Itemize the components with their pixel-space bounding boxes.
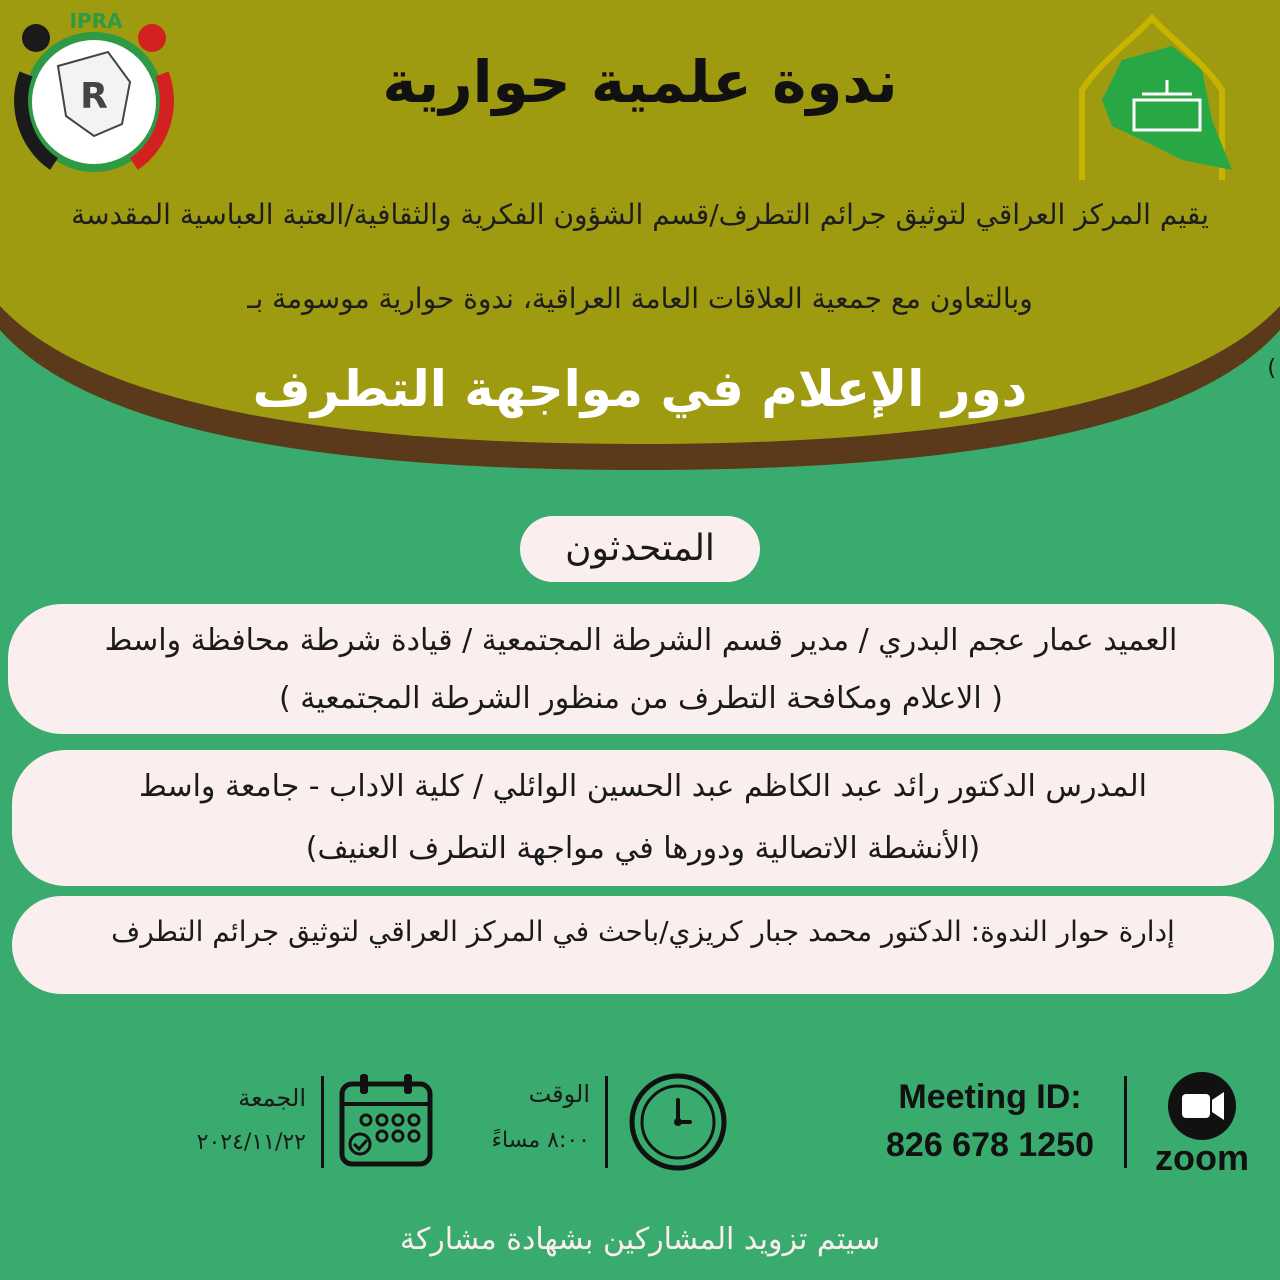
intro-line-1: يقيم المركز العراقي لتوثيق جرائم التطرف/قسم الشؤون الفكرية والثقافية/العتبة العباسية المقدسة — [71, 198, 1209, 231]
speaker-1-talk: ( الاعلام ومكافحة التطرف من منظور الشرطة المجتمعية ) — [279, 681, 1003, 716]
time-label: الوقت — [528, 1080, 590, 1108]
intro-line-2: وبالتعاون مع جمعية العلاقات العامة العراقية، ندوة حوارية موسومة بـ — [247, 282, 1033, 315]
day-label: الجمعة — [238, 1084, 306, 1112]
moderator-card — [12, 896, 1274, 994]
date-value: ٢٠٢٤/١١/٢٢ — [196, 1130, 306, 1155]
zoom-label: zoom — [1155, 1137, 1249, 1178]
edge-mark: ) — [1267, 356, 1276, 381]
ipra-logo-letter: R — [80, 76, 108, 117]
ipra-logo-text: IPRA — [69, 9, 123, 33]
meeting-id-value: 826 678 1250 — [886, 1126, 1094, 1164]
moderator-text: إدارة حوار الندوة: الدكتور محمد جبار كريزي/باحث في المركز العراقي لتوثيق جرائم التطرف — [111, 915, 1175, 948]
meeting-id-label: Meeting ID: — [898, 1078, 1082, 1116]
speaker-card-1 — [8, 604, 1274, 734]
divider — [605, 1076, 608, 1168]
calendar-icon — [334, 1070, 438, 1170]
speaker-2-talk: (الأنشطة الاتصالية ودورها في مواجهة التطرف العنيف) — [305, 831, 981, 866]
divider — [1124, 1076, 1127, 1168]
speaker-1-name: العميد عمار عجم البدري / مدير قسم الشرطة المجتمعية / قيادة شرطة محافظة واسط — [104, 623, 1178, 658]
zoom-camera-icon — [1144, 1070, 1264, 1180]
page-title: ندوة علمية حوارية — [382, 48, 898, 116]
time-value: ٨:٠٠ مساءً — [491, 1128, 590, 1153]
footer-note: سيتم تزويد المشاركين بشهادة مشاركة — [399, 1222, 881, 1257]
divider — [321, 1076, 324, 1168]
clock-icon — [626, 1070, 730, 1174]
speaker-card-2 — [12, 750, 1274, 886]
speakers-heading: المتحدثون — [520, 516, 760, 582]
speaker-2-name: المدرس الدكتور رائد عبد الكاظم عبد الحسين الوائلي / كلية الاداب - جامعة واسط — [138, 769, 1148, 804]
seminar-topic: دور الإعلام في مواجهة التطرف — [252, 360, 1028, 418]
